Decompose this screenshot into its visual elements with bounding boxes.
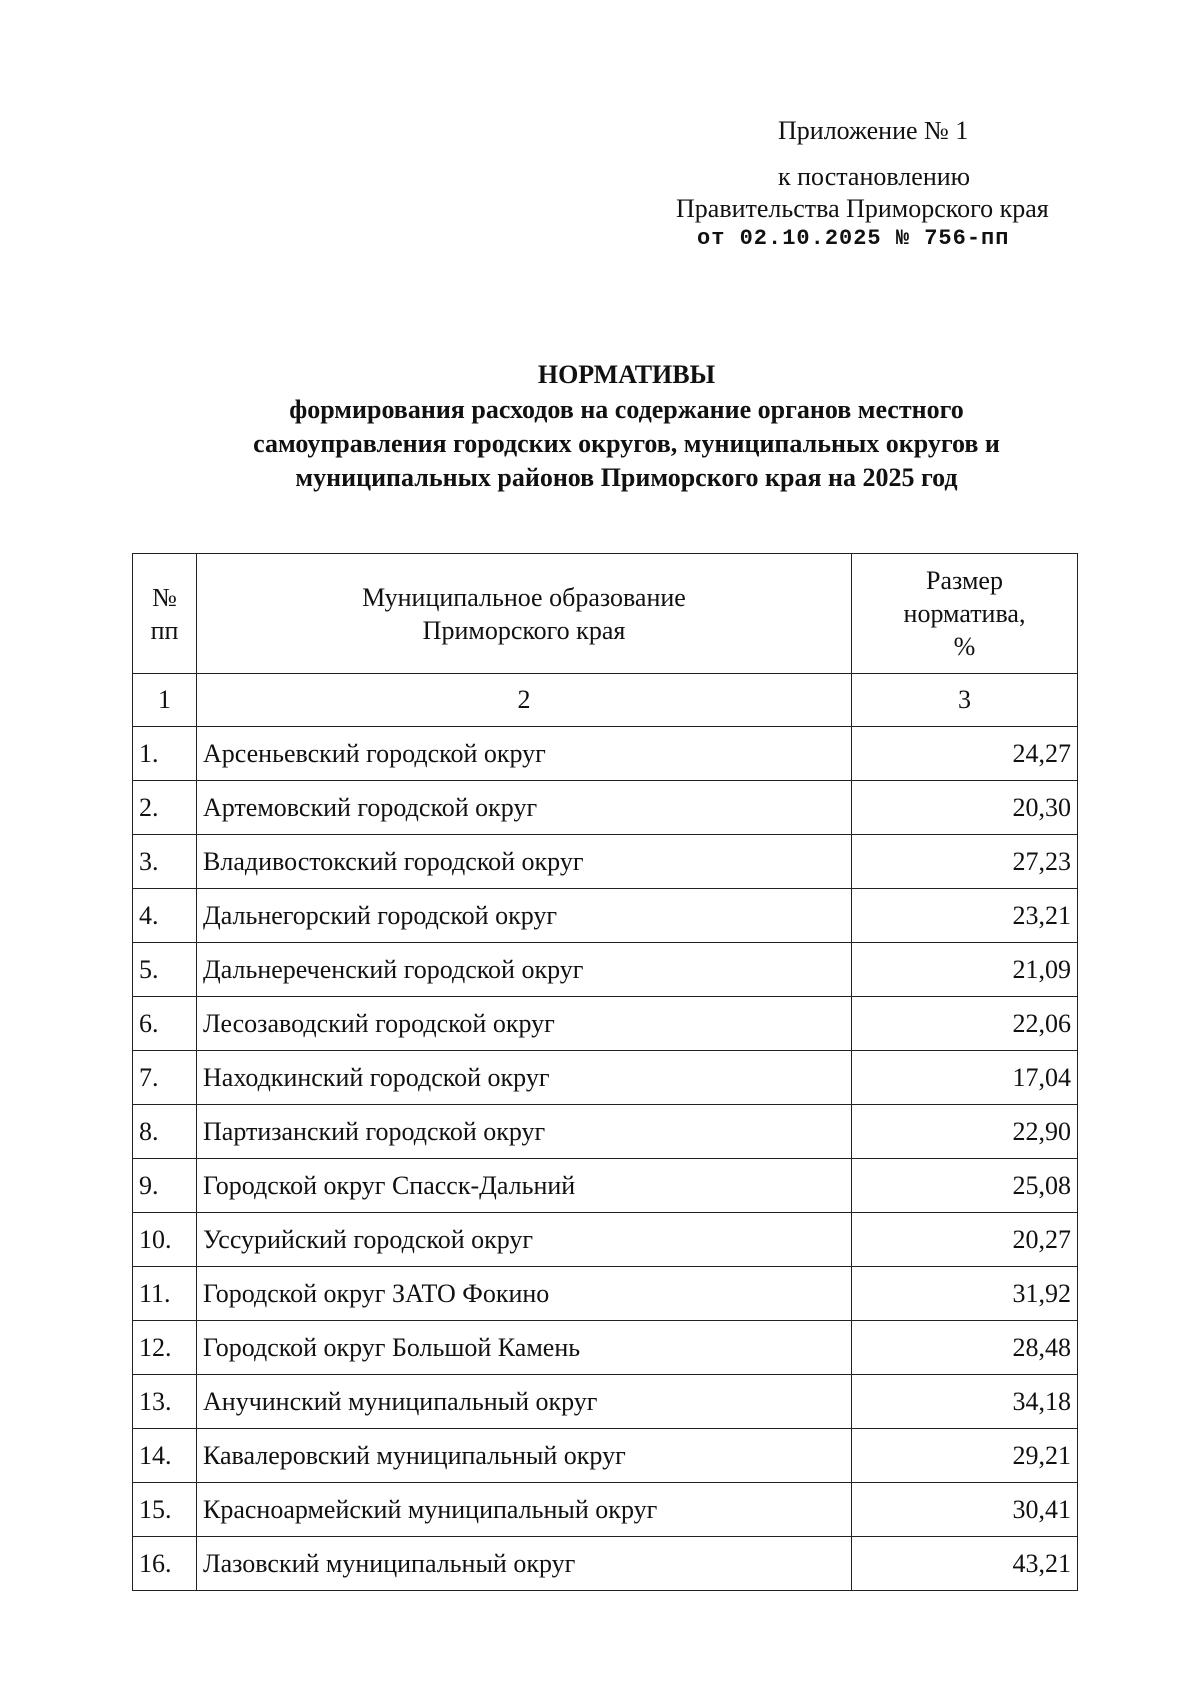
document-subtitle-line-2: самоуправления городских округов, муниципальных округов и [253,429,1000,458]
standard-value: 31,92 [852,1267,1078,1321]
header-municipality-text: Муниципальное образование Приморского края [362,582,686,645]
table-row [133,1159,1078,1213]
row-number: 3. [133,835,197,889]
municipality-name: Находкинский городской округ [197,1051,852,1105]
municipality-name: Партизанский городской округ [197,1105,852,1159]
row-number: 2. [133,781,197,835]
row-number: 11. [133,1267,197,1321]
standard-value: 27,23 [852,835,1078,889]
standard-value: 22,90 [852,1105,1078,1159]
standard-value: 17,04 [852,1051,1078,1105]
table-row [133,889,1078,943]
table-row [133,781,1078,835]
table-row [133,997,1078,1051]
appendix-reference: к постановлению [778,162,971,191]
column-number-2: 2 [197,674,852,727]
appendix-label: Приложение № 1 [778,116,969,145]
table-row [133,943,1078,997]
table-row [133,1051,1078,1105]
row-number: 9. [133,1159,197,1213]
row-number: 12. [133,1321,197,1375]
table-row [133,835,1078,889]
table-row [133,1105,1078,1159]
row-number: 14. [133,1429,197,1483]
document-title: НОРМАТИВЫ [537,360,716,389]
row-number: 15. [133,1483,197,1537]
standard-value: 43,21 [852,1537,1078,1591]
column-number-1: 1 [133,674,197,727]
row-number: 8. [133,1105,197,1159]
header-municipality [197,554,852,674]
decree-date-number-stamp: от 02.10.2025 № 756-пп [697,226,1010,251]
table-row [133,1429,1078,1483]
municipality-name: Лазовский муниципальный округ [197,1537,852,1591]
municipality-name: Дальнереченский городской округ [197,943,852,997]
standard-value: 22,06 [852,997,1078,1051]
standard-value: 29,21 [852,1429,1078,1483]
header-number-text: № пп [150,582,179,645]
standard-value: 30,41 [852,1483,1078,1537]
table-row [133,727,1078,781]
document-subtitle-line-1: формирования расходов на содержание органов местного [289,395,964,424]
table-row [133,1321,1078,1375]
standard-value: 25,08 [852,1159,1078,1213]
table-row [133,1375,1078,1429]
standard-value: 23,21 [852,889,1078,943]
standard-value: 28,48 [852,1321,1078,1375]
municipality-name: Дальнегорский городской округ [197,889,852,943]
header-standard-size [852,554,1078,674]
row-number: 16. [133,1537,197,1591]
row-number: 5. [133,943,197,997]
column-number-3: 3 [852,674,1078,727]
municipality-name: Владивостокский городской округ [197,835,852,889]
table-header-row [133,554,1078,674]
municipality-name: Городской округ Спасск-Дальний [197,1159,852,1213]
table-row [133,1483,1078,1537]
standard-value: 34,18 [852,1375,1078,1429]
municipality-name: Артемовский городской округ [197,781,852,835]
header-number [133,554,197,674]
municipality-name: Красноармейский муниципальный округ [197,1483,852,1537]
document-subtitle-line-3: муниципальных районов Приморского края на 2025 год [295,463,958,492]
municipality-name: Анучинский муниципальный округ [197,1375,852,1429]
municipality-name: Лесозаводский городской округ [197,997,852,1051]
table-row [133,1267,1078,1321]
table-row [133,1213,1078,1267]
municipality-name: Городской округ Большой Камень [197,1321,852,1375]
column-numbers-row [133,674,1078,727]
row-number: 6. [133,997,197,1051]
row-number: 13. [133,1375,197,1429]
standard-value: 20,30 [852,781,1078,835]
municipality-name: Арсеньевский городской округ [197,727,852,781]
row-number: 7. [133,1051,197,1105]
municipality-name: Уссурийский городской округ [197,1213,852,1267]
row-number: 4. [133,889,197,943]
municipality-name: Городской округ ЗАТО Фокино [197,1267,852,1321]
appendix-authority: Правительства Приморского края [676,194,1049,223]
municipality-name: Кавалеровский муниципальный округ [197,1429,852,1483]
row-number: 10. [133,1213,197,1267]
standards-table [132,553,1078,1591]
table-row [133,1537,1078,1591]
header-standard-size-text: Размер норматива, % [903,566,1026,661]
row-number: 1. [133,727,197,781]
standard-value: 24,27 [852,727,1078,781]
standard-value: 20,27 [852,1213,1078,1267]
table-body [133,727,1078,1591]
standard-value: 21,09 [852,943,1078,997]
